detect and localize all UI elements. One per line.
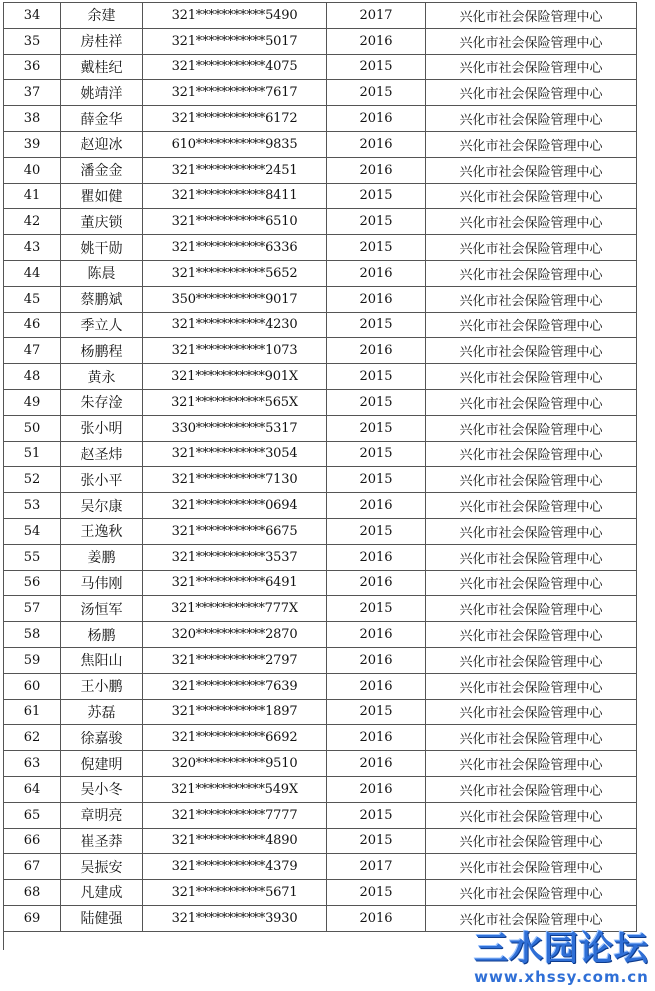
cell-name: 余建 [61,3,143,29]
cell-name: 黄永 [61,364,143,390]
cell-year: 2015 [327,183,426,209]
cell-number: 61 [4,699,61,725]
cell-organization: 兴化市社会保险管理中心 [426,235,637,261]
cell-id-number: 321***********4379 [143,854,327,880]
table-row [4,106,637,132]
table-row [4,854,637,880]
cell-number: 56 [4,570,61,596]
cell-id-number: 321***********3537 [143,544,327,570]
table-row [4,157,637,183]
cell-name: 潘金金 [61,157,143,183]
cell-id-number: 321***********4230 [143,312,327,338]
cell-name: 汤恒军 [61,596,143,622]
cell-name: 章明亮 [61,802,143,828]
cell-year: 2015 [327,802,426,828]
cell-year: 2015 [327,415,426,441]
table-row [4,673,637,699]
cell-organization: 兴化市社会保险管理中心 [426,854,637,880]
table-row [4,209,637,235]
cell-organization: 兴化市社会保险管理中心 [426,673,637,699]
cell-year: 2015 [327,80,426,106]
cell-year: 2015 [327,467,426,493]
cell-name: 董庆锁 [61,209,143,235]
cell-number: 57 [4,596,61,622]
cell-number: 60 [4,673,61,699]
cell-name: 赵圣炜 [61,441,143,467]
table-row [4,54,637,80]
cell-year: 2016 [327,673,426,699]
cell-id-number: 321***********7639 [143,673,327,699]
cell-year: 2016 [327,751,426,777]
table-row [4,802,637,828]
cell-id-number: 321***********6336 [143,235,327,261]
cell-organization: 兴化市社会保险管理中心 [426,802,637,828]
cell-organization: 兴化市社会保险管理中心 [426,596,637,622]
table-row [4,596,637,622]
cell-organization: 兴化市社会保险管理中心 [426,209,637,235]
cell-number: 66 [4,828,61,854]
table-row [4,647,637,673]
cell-id-number: 610***********9835 [143,131,327,157]
cell-organization: 兴化市社会保险管理中心 [426,286,637,312]
cell-name: 赵迎冰 [61,131,143,157]
table-row [4,183,637,209]
table-row [4,235,637,261]
cell-organization: 兴化市社会保险管理中心 [426,260,637,286]
cell-id-number: 321***********0694 [143,493,327,519]
cell-id-number: 321***********549X [143,776,327,802]
cell-id-number: 321***********6491 [143,570,327,596]
cell-organization: 兴化市社会保险管理中心 [426,312,637,338]
cell-number: 39 [4,131,61,157]
cell-number: 38 [4,106,61,132]
table-row [4,699,637,725]
cell-number: 53 [4,493,61,519]
cell-year: 2016 [327,570,426,596]
cell-number: 68 [4,880,61,906]
cell-organization: 兴化市社会保险管理中心 [426,338,637,364]
table-row [4,544,637,570]
cell-organization: 兴化市社会保险管理中心 [426,880,637,906]
cell-year: 2016 [327,28,426,54]
cell-id-number: 321***********7617 [143,80,327,106]
cell-id-number: 350***********9017 [143,286,327,312]
cell-id-number: 321***********6172 [143,106,327,132]
cell-year: 2016 [327,286,426,312]
cell-name: 徐嘉骏 [61,725,143,751]
cell-name: 杨鹏 [61,622,143,648]
cell-name: 姚干勋 [61,235,143,261]
cell-organization: 兴化市社会保险管理中心 [426,725,637,751]
table-row [4,828,637,854]
table-row [4,312,637,338]
cell-number: 45 [4,286,61,312]
cell-organization: 兴化市社会保险管理中心 [426,364,637,390]
cell-year: 2015 [327,54,426,80]
cell-organization: 兴化市社会保险管理中心 [426,570,637,596]
cell-number: 54 [4,518,61,544]
table-row [4,751,637,777]
cell-id-number: 321***********2451 [143,157,327,183]
table-row [4,364,637,390]
cell-year: 2016 [327,647,426,673]
cell-number: 63 [4,751,61,777]
cell-year: 2016 [327,544,426,570]
cell-organization: 兴化市社会保险管理中心 [426,647,637,673]
cell-id-number: 321***********1897 [143,699,327,725]
table-row [4,622,637,648]
cell-id-number: 321***********5671 [143,880,327,906]
table-row [4,905,637,931]
cell-id-number: 321***********4890 [143,828,327,854]
cell-id-number: 321***********6675 [143,518,327,544]
table-row [4,389,637,415]
cell-year: 2015 [327,235,426,261]
cell-name: 杨鹏程 [61,338,143,364]
cell-number: 62 [4,725,61,751]
table-row [4,415,637,441]
cell-name: 崔圣莽 [61,828,143,854]
table-body [4,3,637,932]
cell-id-number: 321***********7777 [143,802,327,828]
cell-year: 2016 [327,131,426,157]
cell-organization: 兴化市社会保险管理中心 [426,131,637,157]
cell-organization: 兴化市社会保险管理中心 [426,699,637,725]
cell-name: 朱存淦 [61,389,143,415]
cell-number: 35 [4,28,61,54]
cell-number: 59 [4,647,61,673]
cell-organization: 兴化市社会保险管理中心 [426,157,637,183]
cell-id-number: 320***********9510 [143,751,327,777]
cell-name: 苏磊 [61,699,143,725]
table-bottom-edge [3,932,4,950]
cell-id-number: 321***********777X [143,596,327,622]
cell-id-number: 321***********901X [143,364,327,390]
cell-year: 2017 [327,854,426,880]
cell-year: 2016 [327,622,426,648]
cell-year: 2015 [327,880,426,906]
cell-organization: 兴化市社会保险管理中心 [426,467,637,493]
cell-number: 43 [4,235,61,261]
cell-id-number: 320***********2870 [143,622,327,648]
cell-id-number: 321***********3054 [143,441,327,467]
results-table-container [3,2,637,932]
cell-name: 吴尔康 [61,493,143,519]
cell-year: 2015 [327,209,426,235]
cell-name: 张小平 [61,467,143,493]
cell-name: 蔡鹏斌 [61,286,143,312]
cell-year: 2015 [327,389,426,415]
cell-year: 2015 [327,312,426,338]
cell-id-number: 321***********2797 [143,647,327,673]
cell-id-number: 321***********5652 [143,260,327,286]
cell-id-number: 321***********5017 [143,28,327,54]
cell-number: 52 [4,467,61,493]
cell-year: 2015 [327,364,426,390]
cell-organization: 兴化市社会保险管理中心 [426,106,637,132]
table-row [4,338,637,364]
cell-name: 薛金华 [61,106,143,132]
cell-number: 46 [4,312,61,338]
cell-name: 戴桂纪 [61,54,143,80]
cell-year: 2016 [327,260,426,286]
cell-number: 49 [4,389,61,415]
cell-year: 2016 [327,905,426,931]
table-row [4,776,637,802]
cell-name: 王逸秋 [61,518,143,544]
cell-number: 48 [4,364,61,390]
table-row [4,260,637,286]
cell-number: 51 [4,441,61,467]
cell-name: 姜鹏 [61,544,143,570]
cell-name: 吴振安 [61,854,143,880]
cell-number: 69 [4,905,61,931]
cell-id-number: 321***********7130 [143,467,327,493]
cell-id-number: 321***********3930 [143,905,327,931]
cell-name: 张小明 [61,415,143,441]
cell-id-number: 321***********1073 [143,338,327,364]
cell-year: 2016 [327,338,426,364]
cell-name: 季立人 [61,312,143,338]
cell-number: 37 [4,80,61,106]
cell-number: 41 [4,183,61,209]
table-row [4,725,637,751]
watermark-url: www.xhssy.com.cn [474,968,649,986]
cell-number: 34 [4,3,61,29]
table-row [4,467,637,493]
cell-organization: 兴化市社会保险管理中心 [426,493,637,519]
cell-organization: 兴化市社会保险管理中心 [426,441,637,467]
cell-number: 36 [4,54,61,80]
cell-number: 65 [4,802,61,828]
cell-id-number: 321***********6510 [143,209,327,235]
cell-organization: 兴化市社会保险管理中心 [426,518,637,544]
cell-name: 焦阳山 [61,647,143,673]
cell-name: 陈晨 [61,260,143,286]
table-row [4,3,637,29]
cell-id-number: 321***********565X [143,389,327,415]
table-row [4,28,637,54]
cell-organization: 兴化市社会保险管理中心 [426,905,637,931]
table-row [4,131,637,157]
cell-name: 马伟刚 [61,570,143,596]
cell-name: 凡建成 [61,880,143,906]
cell-number: 47 [4,338,61,364]
cell-organization: 兴化市社会保险管理中心 [426,54,637,80]
cell-number: 40 [4,157,61,183]
cell-name: 吴小冬 [61,776,143,802]
cell-year: 2016 [327,493,426,519]
cell-year: 2016 [327,157,426,183]
cell-organization: 兴化市社会保险管理中心 [426,183,637,209]
cell-number: 44 [4,260,61,286]
table-row [4,80,637,106]
cell-number: 58 [4,622,61,648]
results-table [3,2,637,932]
cell-id-number: 321***********6692 [143,725,327,751]
cell-id-number: 321***********4075 [143,54,327,80]
cell-year: 2016 [327,106,426,132]
cell-number: 55 [4,544,61,570]
table-row [4,493,637,519]
cell-name: 陆健强 [61,905,143,931]
cell-name: 瞿如健 [61,183,143,209]
cell-year: 2015 [327,596,426,622]
cell-id-number: 321***********8411 [143,183,327,209]
cell-organization: 兴化市社会保险管理中心 [426,622,637,648]
cell-name: 房桂祥 [61,28,143,54]
cell-year: 2015 [327,699,426,725]
cell-organization: 兴化市社会保险管理中心 [426,389,637,415]
cell-organization: 兴化市社会保险管理中心 [426,3,637,29]
cell-number: 42 [4,209,61,235]
cell-id-number: 321***********5490 [143,3,327,29]
cell-year: 2015 [327,441,426,467]
cell-year: 2016 [327,776,426,802]
cell-name: 王小鹏 [61,673,143,699]
table-row [4,570,637,596]
cell-number: 50 [4,415,61,441]
cell-number: 67 [4,854,61,880]
table-row [4,518,637,544]
cell-organization: 兴化市社会保险管理中心 [426,80,637,106]
cell-organization: 兴化市社会保险管理中心 [426,751,637,777]
cell-year: 2016 [327,725,426,751]
watermark-title: 三水园论坛 [474,929,649,969]
cell-organization: 兴化市社会保险管理中心 [426,828,637,854]
cell-id-number: 330***********5317 [143,415,327,441]
table-row [4,286,637,312]
cell-organization: 兴化市社会保险管理中心 [426,28,637,54]
cell-organization: 兴化市社会保险管理中心 [426,415,637,441]
table-row [4,441,637,467]
cell-number: 64 [4,776,61,802]
cell-organization: 兴化市社会保险管理中心 [426,776,637,802]
forum-watermark [474,929,649,985]
cell-year: 2017 [327,3,426,29]
table-row [4,880,637,906]
cell-name: 倪建明 [61,751,143,777]
cell-year: 2015 [327,518,426,544]
cell-year: 2015 [327,828,426,854]
cell-name: 姚靖洋 [61,80,143,106]
cell-organization: 兴化市社会保险管理中心 [426,544,637,570]
